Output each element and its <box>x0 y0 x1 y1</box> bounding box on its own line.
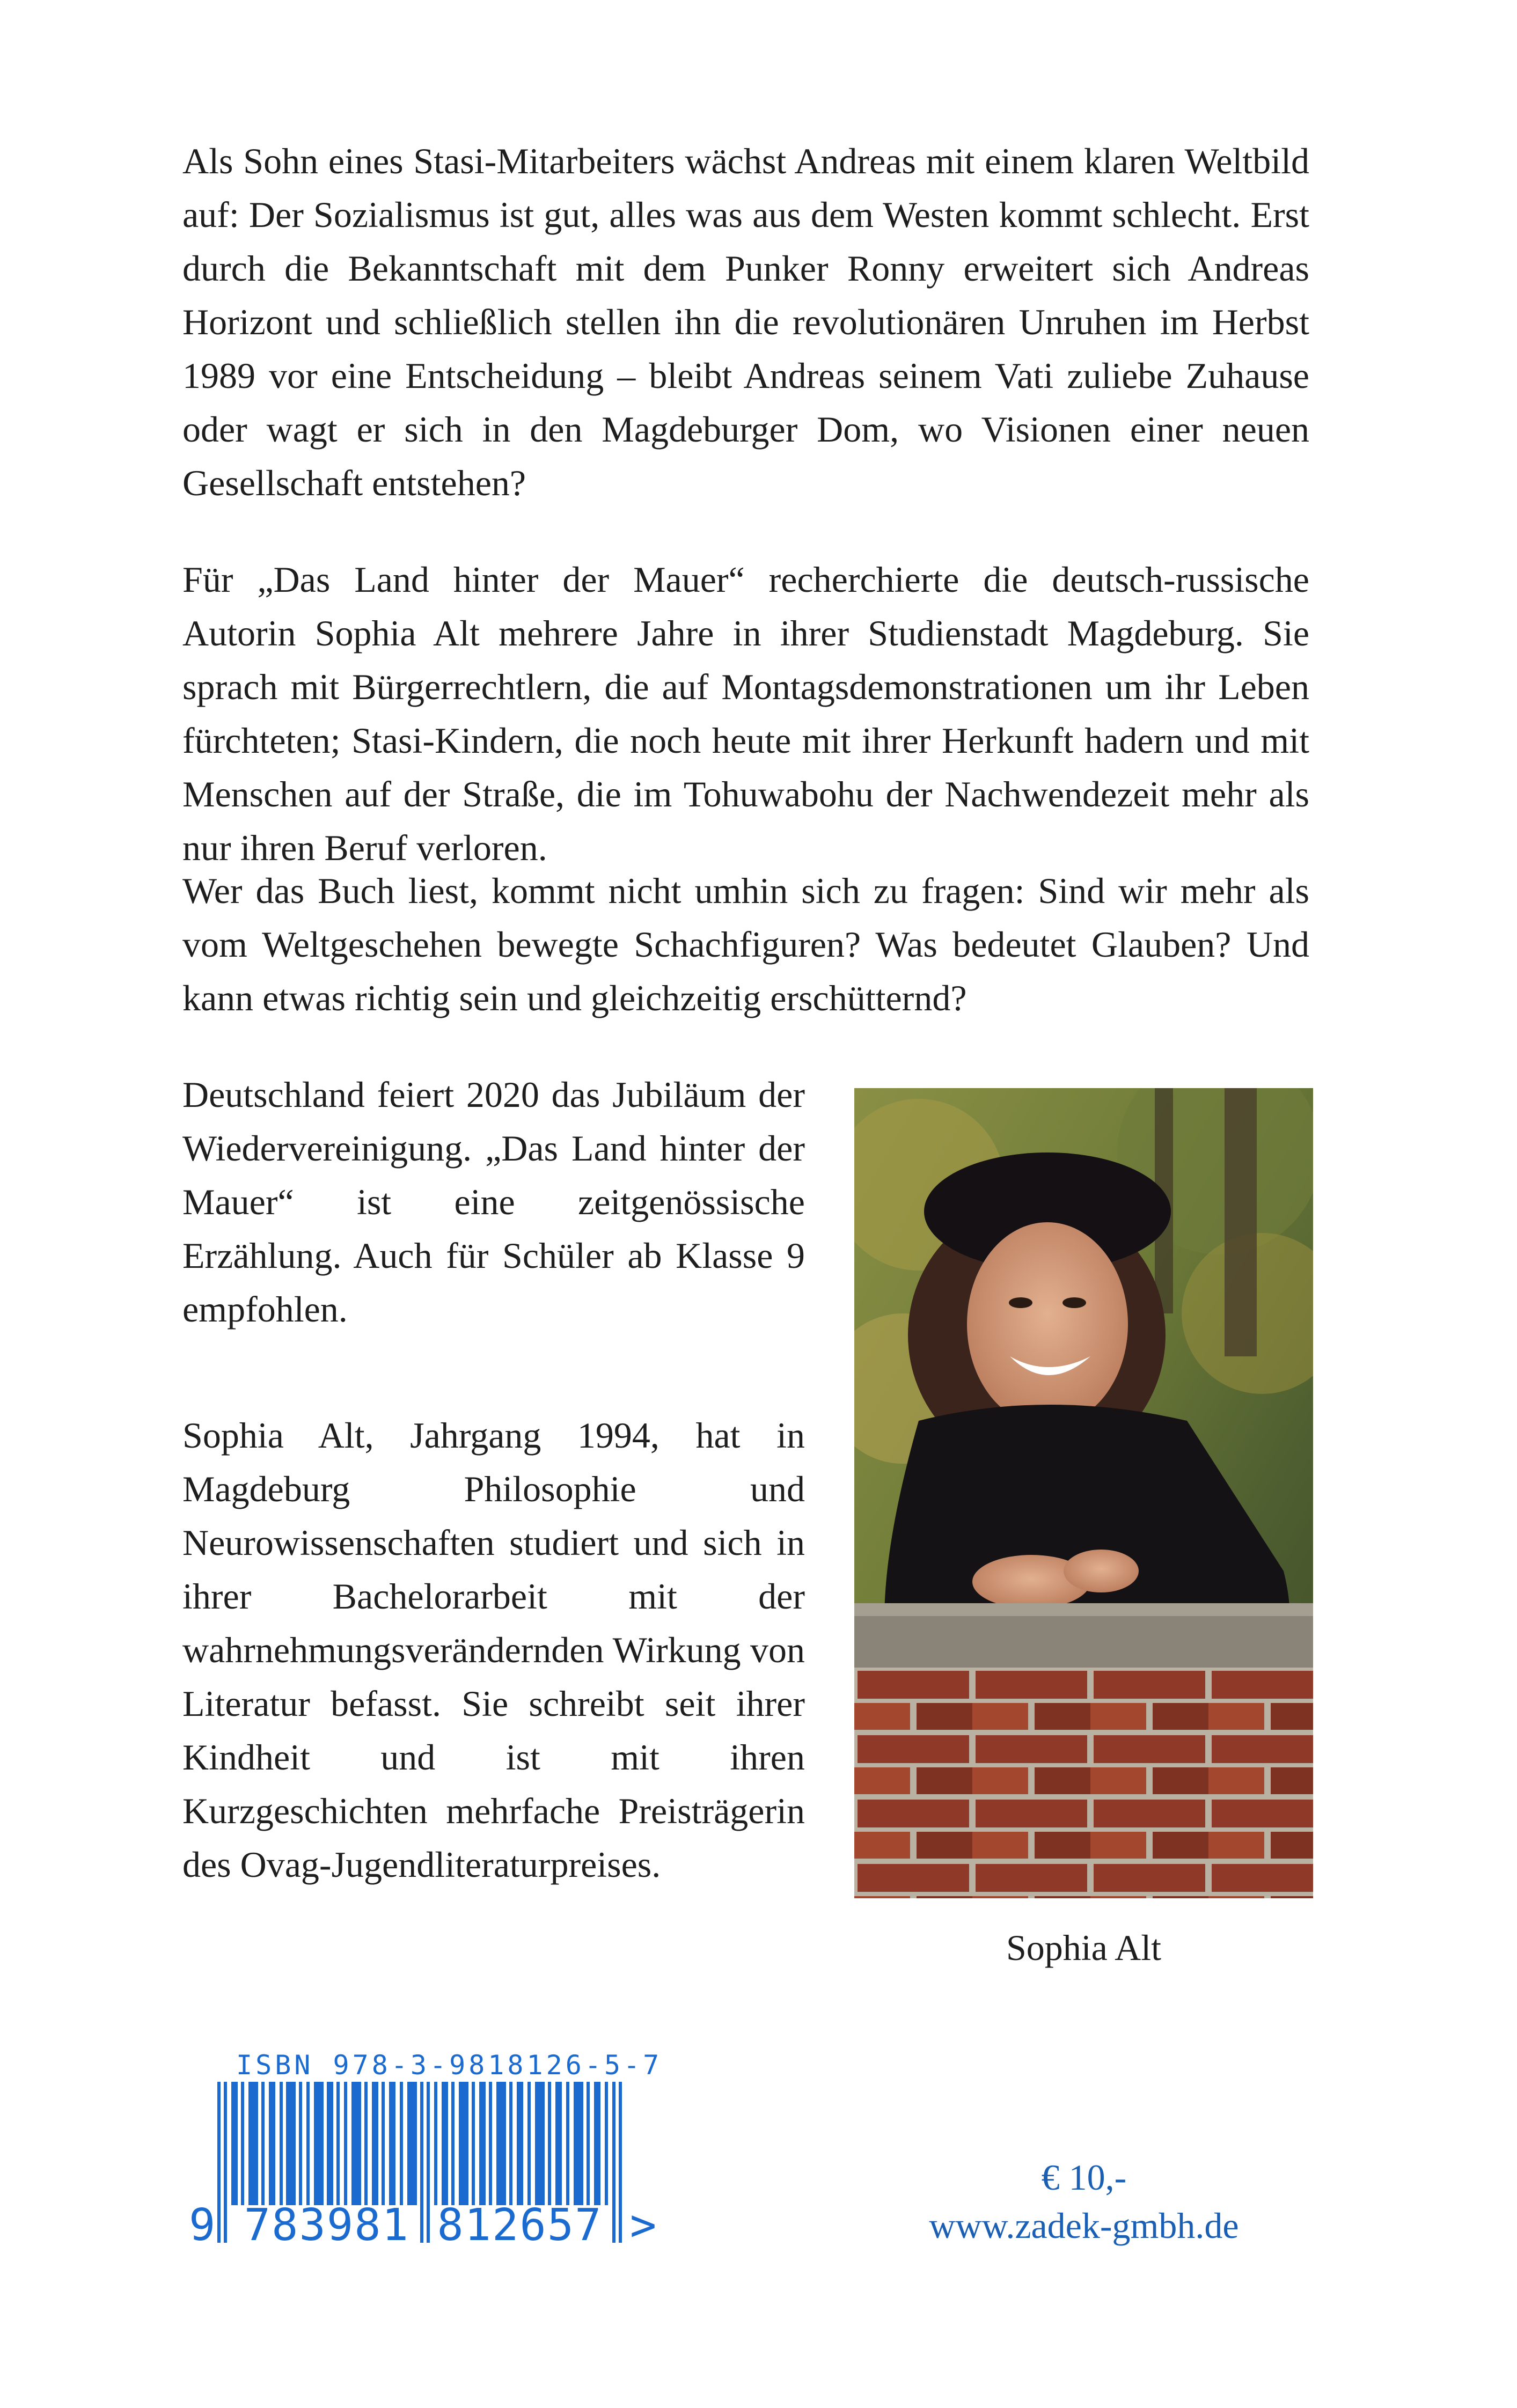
blurb-paragraph-questions: Wer das Buch liest, kommt nicht umhin sich zu fragen: Sind wir mehr als vom Weltgeschehen bewegte Schachfiguren? Was bedeutet Glauben? Und kann etwas richtig sein und gleichzeitig erschütternd? <box>182 870 1309 1018</box>
publisher-website[interactable]: www.zadek-gmbh.de <box>929 2205 1239 2246</box>
photo-caption: Sophia Alt <box>1006 1927 1162 1968</box>
blurb-paragraph-plot: Als Sohn eines Stasi-Mitarbeiters wächst Andreas mit einem klaren Weltbild auf: Der Sozialismus ist gut, alles was aus dem Westen kommt schlecht. Erst durch die Bekanntschaft mit dem Punker Ronny erweitert sich Andreas Horizont und schließlich stellen ihn die revolutionären Unruhen im Herbst 1989 vor eine Entscheidung – bleibt Andreas seinem Vati zuliebe Zuhause oder wagt er sich in den Magdeburger Dom, wo Visionen einer neuen Gesellschaft entstehen? <box>182 141 1309 503</box>
author-bio: Sophia Alt, Jahrgang 1994, hat in Magdeburg Philosophie und Neurowissenschaften studiert und sich in ihrer Bachelorarbeit mit der wahrnehmungsverändernden Wirkung von Literatur befasst. Sie schreibt seit ihrer Kindheit und ist mit ihren Kurzgeschichten mehrfache Preisträgerin des Ovag-Jugendliteraturpreises. <box>182 1415 805 1885</box>
barcode-digits: 9 783981 812657 > <box>189 2200 658 2251</box>
blurb-paragraph-anniversary: Deutschland feiert 2020 das Jubiläum der Wiedervereinigung. „Das Land hinter der Mauer“ ist eine zeitgenössische Erzählung. Auch für Schüler ab Klasse 9 empfohlen. <box>182 1074 805 1330</box>
blurb-paragraph-research: Für „Das Land hinter der Mauer“ recherchierte die deutsch-russische Autorin Sophia Alt mehrere Jahre in ihrer Studienstadt Magdeburg. Sie sprach mit Bürgerrechtlern, die auf Montagsdemonstrationen um ihr Leben fürchteten; Stasi-Kindern, die noch heute mit ihrer Herkunft hadern und mit Menschen auf der Straße, die im Tohuwabohu der Nachwendezeit mehr als nur ihren Beruf verloren. <box>182 559 1309 868</box>
author-photo <box>854 1088 1313 1898</box>
isbn-label: ISBN 978-3-9818126-5-7 <box>236 2050 663 2081</box>
price: € 10,- <box>1041 2157 1127 2198</box>
